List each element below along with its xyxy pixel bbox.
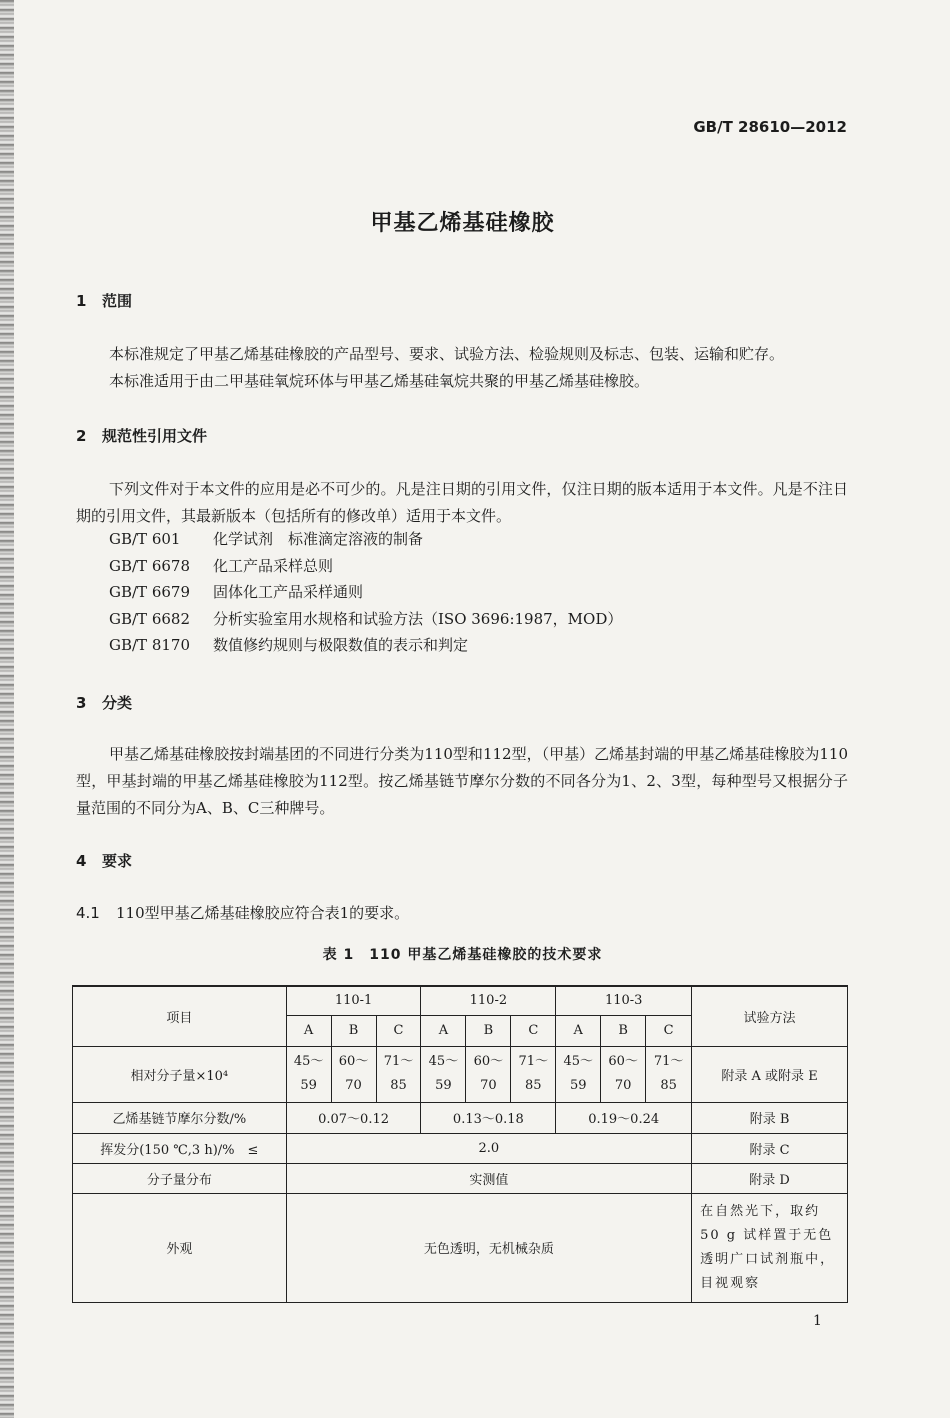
section-title: 分类 bbox=[102, 694, 133, 712]
grade-cell: C bbox=[376, 1015, 421, 1046]
volatile-value: 2.0 bbox=[286, 1133, 691, 1163]
row-label: 分子量分布 bbox=[73, 1163, 287, 1193]
mw-cell bbox=[331, 1046, 376, 1102]
reference-item bbox=[109, 579, 622, 606]
vinyl-value: 0.07～0.12 bbox=[286, 1102, 421, 1133]
mwd-value: 实测值 bbox=[286, 1163, 691, 1193]
section-4-heading bbox=[76, 850, 132, 871]
reference-title: 数值修约规则与极限数值的表示和判定 bbox=[213, 636, 469, 654]
mw-min: 60～ bbox=[608, 1054, 638, 1069]
section-number: 1 bbox=[76, 292, 87, 310]
mw-max: 70 bbox=[614, 1078, 632, 1093]
header-group: 110-2 bbox=[421, 986, 556, 1015]
table-header-row bbox=[73, 986, 848, 1015]
mw-max: 59 bbox=[569, 1078, 587, 1093]
row-method: 在自然光下，取约50 g 试样置于无色透明广口试剂瓶中，目视观察 bbox=[692, 1193, 848, 1302]
mw-cell bbox=[286, 1046, 331, 1102]
row-method: 附录 C bbox=[692, 1133, 848, 1163]
section-1-paragraph-2: 本标准适用于由二甲基硅氧烷环体与甲基乙烯基硅氧烷共聚的甲基乙烯基硅橡胶。 bbox=[109, 372, 650, 390]
reference-code: GB/T 6682 bbox=[109, 609, 191, 628]
molecular-weight-row bbox=[73, 1046, 848, 1102]
header-method: 试验方法 bbox=[692, 986, 848, 1046]
reference-item bbox=[109, 553, 622, 580]
header-group: 110-3 bbox=[556, 986, 692, 1015]
grade-cell: A bbox=[556, 1015, 601, 1046]
grade-cell: A bbox=[286, 1015, 331, 1046]
standard-code: GB/T 28610—2012 bbox=[693, 118, 847, 136]
section-1-heading bbox=[76, 290, 132, 311]
reference-title: 固体化工产品采样通则 bbox=[213, 583, 364, 601]
mw-min: 60～ bbox=[338, 1054, 369, 1069]
clause-number: 4.1 bbox=[76, 904, 100, 922]
row-method: 附录 D bbox=[692, 1163, 848, 1193]
section-3-heading bbox=[76, 692, 132, 713]
mw-cell bbox=[466, 1046, 511, 1102]
reference-code: GB/T 8170 bbox=[109, 636, 191, 654]
section-number: 2 bbox=[76, 427, 87, 445]
mw-cell bbox=[376, 1046, 421, 1102]
mw-min: 71～ bbox=[518, 1054, 549, 1069]
vinyl-value: 0.13～0.18 bbox=[421, 1102, 556, 1133]
reference-code: GB/T 6678 bbox=[109, 556, 191, 575]
section-2-heading bbox=[76, 425, 207, 446]
row-method: 附录 B bbox=[692, 1102, 848, 1133]
row-label: 挥发分(150 ℃,3 h)/% ≤ bbox=[73, 1133, 287, 1163]
mw-cell bbox=[421, 1046, 466, 1102]
table-1 bbox=[72, 985, 848, 1303]
grade-cell: B bbox=[331, 1015, 376, 1046]
grade-cell: B bbox=[466, 1015, 511, 1046]
section-title: 要求 bbox=[102, 852, 133, 870]
section-number: 4 bbox=[76, 852, 87, 870]
mw-min: 60～ bbox=[473, 1054, 504, 1069]
header-group: 110-1 bbox=[286, 986, 421, 1015]
reference-title: 化工产品采样总则 bbox=[213, 556, 334, 575]
reference-list bbox=[109, 526, 622, 659]
row-label: 相对分子量×10⁴ bbox=[73, 1046, 287, 1102]
mw-max: 59 bbox=[300, 1078, 317, 1093]
mw-min: 71～ bbox=[383, 1054, 414, 1069]
section-title: 规范性引用文件 bbox=[102, 427, 208, 445]
reference-item bbox=[109, 632, 622, 659]
grade-cell: C bbox=[646, 1015, 692, 1046]
mw-cell bbox=[511, 1046, 556, 1102]
clause-text: 110型甲基乙烯基硅橡胶应符合表1的要求。 bbox=[116, 904, 410, 922]
row-label: 乙烯基链节摩尔分数/% bbox=[73, 1102, 287, 1133]
vinyl-value: 0.19～0.24 bbox=[556, 1102, 692, 1133]
mw-max: 85 bbox=[660, 1078, 677, 1093]
section-2-paragraph: 下列文件对于本文件的应用是必不可少的。凡是注日期的引用文件，仅注日期的版本适用于本文件。凡是不注日期的引用文件，其最新版本（包括所有的修改单）适用于本文件。 bbox=[76, 480, 848, 525]
reference-title: 化学试剂 标准滴定溶液的制备 bbox=[213, 530, 424, 548]
section-title: 范围 bbox=[102, 292, 133, 310]
table-1-caption: 表 1 110 甲基乙烯基硅橡胶的技术要求 bbox=[322, 947, 603, 963]
grade-cell: C bbox=[511, 1015, 556, 1046]
mw-distribution-row bbox=[73, 1163, 848, 1193]
header-item: 项目 bbox=[73, 986, 287, 1046]
reference-item bbox=[109, 606, 622, 633]
reference-item bbox=[109, 526, 622, 553]
reference-code: GB/T 601 bbox=[109, 530, 181, 548]
document-title: 甲基乙烯基硅橡胶 bbox=[370, 211, 555, 236]
mw-min: 71～ bbox=[653, 1054, 684, 1069]
mw-min: 45～ bbox=[563, 1054, 594, 1069]
mw-max: 85 bbox=[525, 1078, 542, 1093]
appearance-row bbox=[73, 1193, 848, 1302]
mw-max: 70 bbox=[345, 1078, 362, 1093]
reference-title: 分析实验室用水规格和试验方法（ISO 3696:1987，MOD） bbox=[213, 609, 623, 628]
mw-cell bbox=[646, 1046, 692, 1102]
section-number: 3 bbox=[76, 694, 87, 712]
appearance-value: 无色透明，无机械杂质 bbox=[286, 1193, 691, 1302]
grade-cell: A bbox=[421, 1015, 466, 1046]
mw-max: 59 bbox=[435, 1078, 452, 1093]
mw-min: 45～ bbox=[428, 1054, 459, 1069]
vinyl-fraction-row bbox=[73, 1102, 848, 1133]
section-3-paragraph: 甲基乙烯基硅橡胶按封端基团的不同进行分类为110型和112型，（甲基）乙烯基封端的甲基乙烯基硅橡胶为110型，甲基封端的甲基乙烯基硅橡胶为112型。按乙烯基链节摩尔分数的不同各分为1、2、3型，每种型号又根据分子量范围的不同分为A、B、C三种牌号。 bbox=[76, 745, 848, 817]
mw-cell bbox=[556, 1046, 601, 1102]
page-number: 1 bbox=[813, 1313, 822, 1329]
row-method: 附录 A 或附录 E bbox=[692, 1046, 848, 1102]
section-1-paragraph-1: 本标准规定了甲基乙烯基硅橡胶的产品型号、要求、试验方法、检验规则及标志、包装、运输和贮存。 bbox=[109, 345, 785, 363]
grade-cell: B bbox=[601, 1015, 646, 1046]
mw-min: 45～ bbox=[293, 1054, 324, 1069]
clause-4-1 bbox=[76, 902, 409, 923]
reference-code: GB/T 6679 bbox=[109, 583, 191, 601]
mw-max: 70 bbox=[480, 1078, 497, 1093]
mw-max: 85 bbox=[390, 1078, 407, 1093]
volatile-row bbox=[73, 1133, 848, 1163]
mw-cell bbox=[601, 1046, 646, 1102]
row-label: 外观 bbox=[73, 1193, 287, 1302]
